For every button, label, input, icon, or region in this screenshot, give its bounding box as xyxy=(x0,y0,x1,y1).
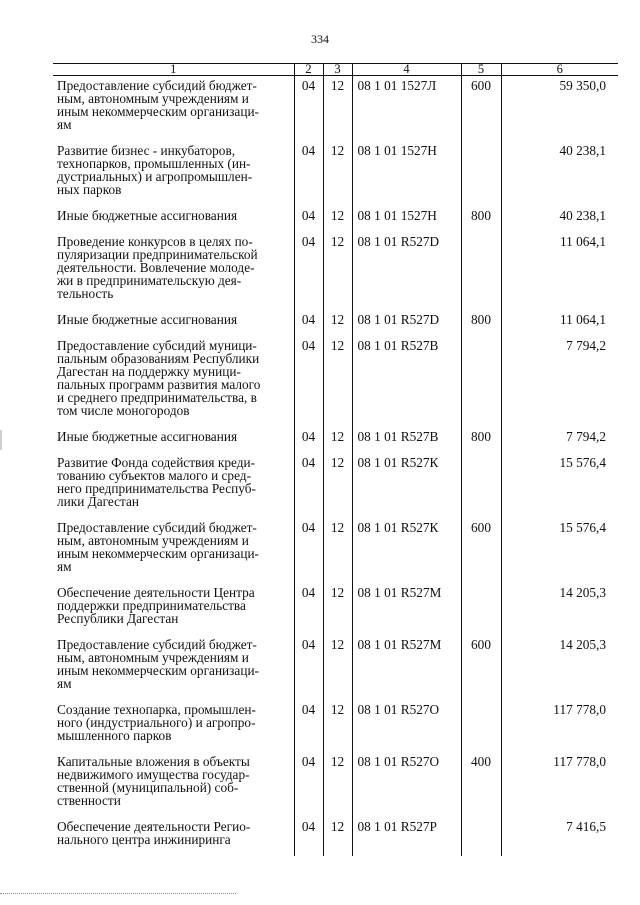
description-line: пальным образованиям Республики xyxy=(57,350,260,366)
row-description xyxy=(53,518,294,583)
page-number: 334 xyxy=(311,32,329,46)
description-line: нального центра инжиниринга xyxy=(57,831,231,847)
subsection-code: 12 xyxy=(323,583,352,635)
subsection-code: 12 xyxy=(323,76,352,141)
table-row xyxy=(53,518,618,583)
expense-type-code: 800 xyxy=(461,310,501,336)
description-line: тельность xyxy=(57,285,114,301)
column-header: 5 xyxy=(461,64,501,76)
subsection-code: 12 xyxy=(323,336,352,427)
description-line: ным, автономным учреждениям и xyxy=(57,532,249,548)
description-line: Обеспечение деятельности Регио- xyxy=(57,818,251,834)
description-line: том числе моногородов xyxy=(57,402,190,418)
table-row xyxy=(53,635,618,700)
column-header: 4 xyxy=(352,64,461,76)
amount: 15 576,4 xyxy=(501,518,618,583)
description-line: технопарков, промышленных (ин- xyxy=(57,155,251,171)
amount: 7 794,2 xyxy=(501,427,618,453)
description-line: иным некоммерческим организаци- xyxy=(57,545,259,561)
section-code: 04 xyxy=(294,206,323,232)
table-row xyxy=(53,752,618,817)
subsection-code: 12 xyxy=(323,141,352,206)
row-description xyxy=(53,336,294,427)
description-line: недвижимого имущества государ- xyxy=(57,766,250,782)
expense-type-code: 600 xyxy=(461,76,501,141)
amount: 59 350,0 xyxy=(501,76,618,141)
table-row xyxy=(53,453,618,518)
description-line: Обеспечение деятельности Центра xyxy=(57,584,255,600)
row-description xyxy=(53,635,294,700)
column-header: 6 xyxy=(501,64,618,76)
expense-type-code xyxy=(461,817,501,856)
expense-type-code: 400 xyxy=(461,752,501,817)
target-article-code: 08 1 01 R527К xyxy=(352,453,461,518)
section-code: 04 xyxy=(294,635,323,700)
description-line: Развитие бизнес - инкубаторов, xyxy=(57,142,236,158)
expense-type-code xyxy=(461,583,501,635)
amount: 117 778,0 xyxy=(501,752,618,817)
scan-margin-mark xyxy=(0,430,2,450)
target-article-code: 08 1 01 R527М xyxy=(352,635,461,700)
amount: 11 064,1 xyxy=(501,232,618,310)
description-line: Создание технопарка, промышлен- xyxy=(57,701,256,717)
expense-type-code: 800 xyxy=(461,427,501,453)
section-code: 04 xyxy=(294,232,323,310)
subsection-code: 12 xyxy=(323,635,352,700)
section-code: 04 xyxy=(294,583,323,635)
table-row xyxy=(53,232,618,310)
table-row xyxy=(53,427,618,453)
section-code: 04 xyxy=(294,76,323,141)
table-header-row xyxy=(53,64,618,76)
table-row xyxy=(53,700,618,752)
description-line: Иные бюджетные ассигнования xyxy=(57,207,238,223)
target-article-code: 08 1 01 R527М xyxy=(352,583,461,635)
target-article-code: 08 1 01 R527D xyxy=(352,232,461,310)
row-description xyxy=(53,232,294,310)
expense-type-code xyxy=(461,336,501,427)
description-line: Предоставление субсидий муници- xyxy=(57,337,257,353)
description-line: ных парков xyxy=(57,181,122,197)
table-row xyxy=(53,206,618,232)
description-line: иным некоммерческим организаци- xyxy=(57,104,259,119)
section-code: 04 xyxy=(294,141,323,206)
expense-type-code xyxy=(461,232,501,310)
expense-type-code xyxy=(461,700,501,752)
table-row xyxy=(53,336,618,427)
description-line: Проведение конкурсов в целях по- xyxy=(57,233,253,249)
amount: 40 238,1 xyxy=(501,141,618,206)
section-code: 04 xyxy=(294,453,323,518)
column-header: 2 xyxy=(294,64,323,76)
description-line: Дагестан на поддержку муници- xyxy=(57,363,241,379)
description-line: Предоставление субсидий бюджет- xyxy=(57,78,257,93)
subsection-code: 12 xyxy=(323,310,352,336)
subsection-code: 12 xyxy=(323,752,352,817)
section-code: 04 xyxy=(294,310,323,336)
target-article-code: 08 1 01 1527Н xyxy=(352,141,461,206)
expense-type-code xyxy=(461,141,501,206)
target-article-code: 08 1 01 1527Л xyxy=(352,76,461,141)
footer-rule xyxy=(0,893,236,894)
description-line: ям xyxy=(57,117,72,132)
amount: 15 576,4 xyxy=(501,453,618,518)
section-code: 04 xyxy=(294,700,323,752)
description-line: ственности xyxy=(57,792,121,808)
row-description xyxy=(53,700,294,752)
amount: 14 205,3 xyxy=(501,635,618,700)
target-article-code: 08 1 01 R527О xyxy=(352,700,461,752)
row-description xyxy=(53,76,294,141)
description-line: ям xyxy=(57,558,72,574)
row-description xyxy=(53,206,294,232)
amount: 7 794,2 xyxy=(501,336,618,427)
description-line: пальных программ развития малого xyxy=(57,376,261,392)
target-article-code: 08 1 01 R527В xyxy=(352,427,461,453)
description-line: ного (индустриального) и агропро- xyxy=(57,714,256,730)
target-article-code: 08 1 01 R527В xyxy=(352,336,461,427)
table-body xyxy=(53,76,618,856)
amount: 7 416,5 xyxy=(501,817,618,856)
budget-table xyxy=(53,63,618,856)
subsection-code: 12 xyxy=(323,700,352,752)
description-line: мышленного парков xyxy=(57,727,172,743)
expense-type-code: 800 xyxy=(461,206,501,232)
description-line: ям xyxy=(57,675,72,691)
description-line: тованию субъектов малого и сред- xyxy=(57,467,251,483)
row-description xyxy=(53,817,294,856)
column-header: 1 xyxy=(53,64,294,76)
subsection-code: 12 xyxy=(323,206,352,232)
row-description xyxy=(53,583,294,635)
amount: 117 778,0 xyxy=(501,700,618,752)
description-line: лики Дагестан xyxy=(57,493,140,509)
description-line: жи в предпринимательскую дея- xyxy=(57,272,242,288)
target-article-code: 08 1 01 1527Н xyxy=(352,206,461,232)
description-line: дустриальных) и агропромышлен- xyxy=(57,168,253,184)
description-line: ным, автономным учреждениям и xyxy=(57,649,249,665)
amount: 14 205,3 xyxy=(501,583,618,635)
expense-type-code: 600 xyxy=(461,518,501,583)
target-article-code: 08 1 01 R527Р xyxy=(352,817,461,856)
table-row xyxy=(53,76,618,141)
description-line: пуляризации предпринимательской xyxy=(57,246,258,262)
subsection-code: 12 xyxy=(323,518,352,583)
target-article-code: 08 1 01 R527К xyxy=(352,518,461,583)
description-line: Предоставление субсидий бюджет- xyxy=(57,636,257,652)
row-description xyxy=(53,310,294,336)
target-article-code: 08 1 01 R527D xyxy=(352,310,461,336)
table-row xyxy=(53,817,618,856)
description-line: Предоставление субсидий бюджет- xyxy=(57,519,257,535)
subsection-code: 12 xyxy=(323,427,352,453)
table-row xyxy=(53,583,618,635)
section-code: 04 xyxy=(294,427,323,453)
description-line: и среднего предпринимательства, в xyxy=(57,389,257,405)
table-row xyxy=(53,141,618,206)
subsection-code: 12 xyxy=(323,817,352,856)
description-line: иным некоммерческим организаци- xyxy=(57,662,259,678)
description-line: него предпринимательства Респуб- xyxy=(57,480,256,496)
row-description xyxy=(53,141,294,206)
description-line: ным, автономным учреждениям и xyxy=(57,91,249,106)
subsection-code: 12 xyxy=(323,453,352,518)
table-row xyxy=(53,310,618,336)
target-article-code: 08 1 01 R527О xyxy=(352,752,461,817)
row-description xyxy=(53,427,294,453)
description-line: Иные бюджетные ассигнования xyxy=(57,428,238,444)
description-line: поддержки предпринимательства xyxy=(57,597,246,613)
expense-type-code: 600 xyxy=(461,635,501,700)
expense-type-code xyxy=(461,453,501,518)
subsection-code: 12 xyxy=(323,232,352,310)
section-code: 04 xyxy=(294,518,323,583)
description-line: ственной (муниципальной) соб- xyxy=(57,779,239,795)
row-description xyxy=(53,752,294,817)
section-code: 04 xyxy=(294,752,323,817)
description-line: Республики Дагестан xyxy=(57,610,179,626)
description-line: Капитальные вложения в объекты xyxy=(57,753,250,769)
row-description xyxy=(53,453,294,518)
amount: 11 064,1 xyxy=(501,310,618,336)
description-line: Развитие Фонда содействия креди- xyxy=(57,454,255,470)
amount: 40 238,1 xyxy=(501,206,618,232)
column-header: 3 xyxy=(323,64,352,76)
description-line: деятельности. Вовлечение молоде- xyxy=(57,259,255,275)
section-code: 04 xyxy=(294,336,323,427)
description-line: Иные бюджетные ассигнования xyxy=(57,311,238,327)
section-code: 04 xyxy=(294,817,323,856)
